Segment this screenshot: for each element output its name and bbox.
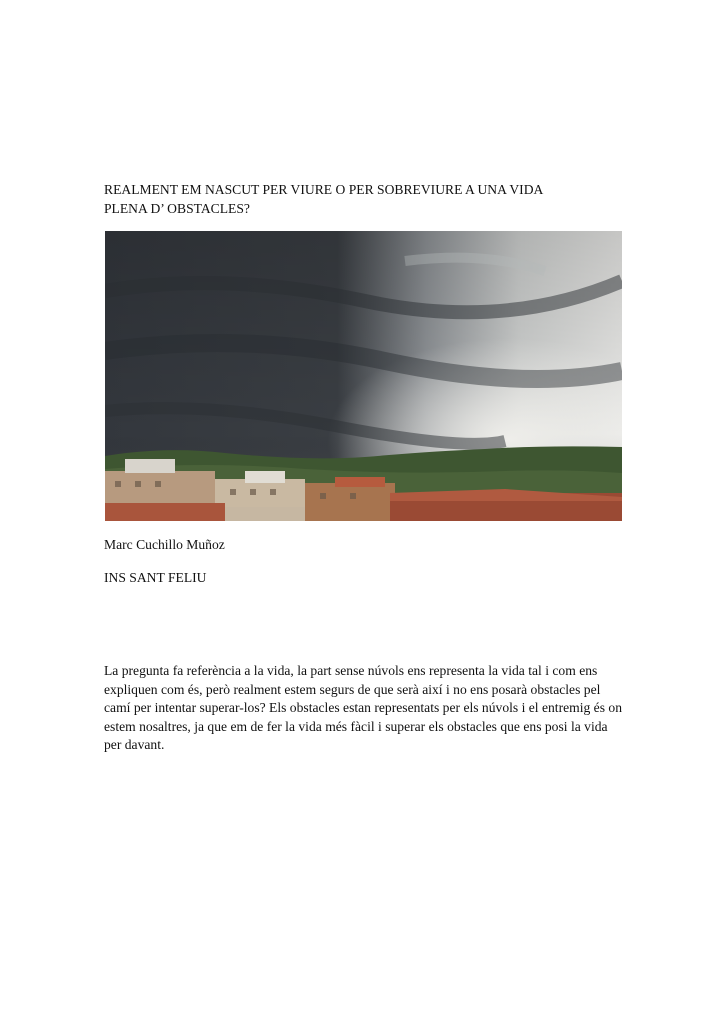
body-paragraph: La pregunta fa referència a la vida, la part sense núvols ens representa la vida tal i com ens expliquen com és, però realment estem segurs de que serà així i no ens posarà obstacles pel camí per intentar superar-los? Els obstacles estan representats per els núvols i el entremig és on estem nosaltres, ja que em de fer la vida més fàcil i superar els obstacles que ens posi la vida per davant.: [104, 663, 623, 753]
title-line-1: REALMENT EM NASCUT PER VIURE O PER SOBREVIURE A UNA VIDA: [104, 182, 544, 197]
storm-photo: [105, 231, 622, 521]
title-line-2: PLENA D’ OBSTACLES?: [104, 201, 250, 216]
document-title: [104, 180, 624, 218]
storm-photo-illustration: [105, 231, 622, 521]
school-name: INS SANT FELIU: [104, 570, 207, 585]
author-name: Marc Cuchillo Muñoz: [104, 537, 225, 552]
